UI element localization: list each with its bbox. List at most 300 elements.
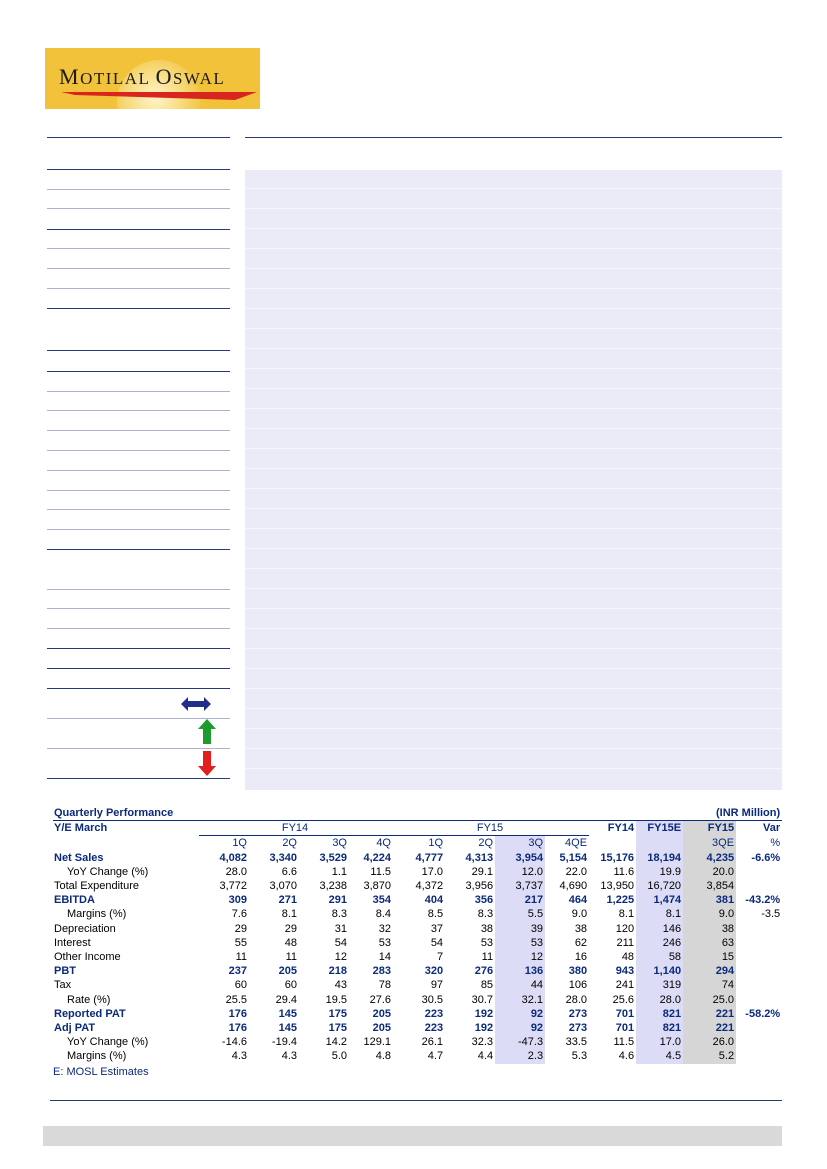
table-cell: 12 bbox=[334, 951, 347, 964]
table-cell: -3.5 bbox=[761, 908, 781, 921]
table-cell: 48 bbox=[621, 951, 635, 964]
table-cell: 4.4 bbox=[477, 1050, 494, 1063]
row-label: Net Sales bbox=[54, 851, 104, 864]
table-cell: 25.5 bbox=[225, 993, 247, 1006]
table-cell bbox=[736, 964, 782, 978]
table-cell: 273 bbox=[568, 1022, 588, 1035]
table-cell: -19.4 bbox=[271, 1036, 297, 1049]
table-cell: 28.0 bbox=[565, 993, 588, 1006]
table-cell: 223 bbox=[424, 1007, 444, 1020]
panel-divider bbox=[245, 648, 782, 649]
quarter-header: 4QE bbox=[565, 837, 588, 850]
panel-divider bbox=[245, 728, 782, 729]
table-cell: 32 bbox=[378, 922, 391, 935]
table-cell: 48 bbox=[284, 936, 297, 949]
row-label: Margins (%) bbox=[67, 908, 127, 921]
table-cell: 4,082 bbox=[219, 851, 247, 864]
table-cell: 29.1 bbox=[471, 865, 494, 878]
table-cell: 1,140 bbox=[636, 964, 683, 978]
table-cell: 28.0 bbox=[636, 993, 683, 1007]
table-cell: 3,238 bbox=[319, 880, 347, 893]
table-cell: 92 bbox=[495, 1007, 545, 1021]
table-cell: 7.6 bbox=[231, 908, 247, 921]
logo-wordmark: MOTILAL OSWAL bbox=[59, 64, 226, 89]
table-cell: 38 bbox=[480, 922, 494, 935]
sidebar-rule bbox=[47, 169, 230, 170]
table-cell: 4,224 bbox=[363, 851, 391, 864]
table-cell: 4,313 bbox=[465, 851, 494, 864]
fy14-annual-header: FY14 bbox=[589, 821, 636, 836]
table-cell: 246 bbox=[636, 936, 683, 950]
table-cell: 54 bbox=[430, 936, 444, 949]
table-cell: 3,954 bbox=[495, 851, 545, 865]
table-cell: 6.6 bbox=[281, 865, 297, 878]
row-label: Total Expenditure bbox=[54, 880, 139, 893]
table-cell: 19.5 bbox=[325, 993, 347, 1006]
panel-divider bbox=[245, 608, 782, 609]
table-cell: 11.5 bbox=[613, 1036, 635, 1049]
table-cell: 92 bbox=[495, 1021, 545, 1035]
table-cell: 53 bbox=[495, 936, 545, 950]
quarter-header: 3Q bbox=[332, 837, 347, 850]
table-cell: 4.6 bbox=[618, 1050, 635, 1063]
table-cell bbox=[736, 1021, 782, 1035]
row-label: Reported PAT bbox=[54, 1007, 126, 1020]
table-cell: 5.0 bbox=[331, 1050, 347, 1063]
quarter-header bbox=[636, 836, 683, 851]
panel-divider bbox=[245, 708, 782, 709]
row-label: EBITDA bbox=[54, 894, 95, 907]
table-cell: 192 bbox=[474, 1007, 494, 1020]
table-cell: 176 bbox=[228, 1022, 247, 1035]
table-cell: 29 bbox=[284, 922, 297, 935]
table-cell: 29 bbox=[234, 922, 247, 935]
table-cell bbox=[736, 865, 782, 879]
table-footnote: E: MOSL Estimates bbox=[53, 1066, 149, 1078]
table-cell: 2.3 bbox=[495, 1049, 545, 1063]
table-cell: 18,194 bbox=[636, 851, 683, 865]
table-cell: 271 bbox=[278, 894, 297, 907]
panel-divider bbox=[245, 208, 782, 209]
panel-divider bbox=[245, 568, 782, 569]
fy15-quarter-header: FY15 bbox=[683, 821, 736, 836]
table-cell bbox=[736, 879, 782, 893]
table-row bbox=[53, 851, 782, 865]
table-cell: 273 bbox=[568, 1007, 588, 1020]
table-cell: 63 bbox=[683, 936, 736, 950]
table-cell bbox=[736, 922, 782, 936]
sidebar-rule bbox=[47, 371, 230, 372]
panel-divider bbox=[245, 228, 782, 229]
table-cell: 53 bbox=[480, 936, 494, 949]
quarter-header: % bbox=[770, 837, 781, 850]
table-cell: 60 bbox=[284, 979, 297, 992]
table-cell: 4.3 bbox=[231, 1050, 247, 1063]
quarter-header: 1Q bbox=[232, 837, 247, 850]
table-cell: 146 bbox=[636, 922, 683, 936]
sidebar-rule bbox=[47, 778, 230, 779]
table-cell: 1,474 bbox=[636, 893, 683, 907]
fy15e-annual-header: FY15E bbox=[636, 821, 683, 836]
table-cell: 97 bbox=[430, 979, 444, 992]
table-cell: 7 bbox=[436, 951, 444, 964]
quarter-header bbox=[589, 836, 636, 851]
quarter-header: 4Q bbox=[376, 837, 391, 850]
row-label: Other Income bbox=[54, 951, 121, 964]
table-row bbox=[53, 865, 782, 879]
sidebar-rule bbox=[47, 628, 230, 629]
table-cell: 37 bbox=[430, 922, 444, 935]
panel-divider bbox=[245, 248, 782, 249]
table-cell: 4.5 bbox=[636, 1049, 683, 1063]
table-cell: 4.3 bbox=[281, 1050, 297, 1063]
table-cell: 120 bbox=[615, 922, 635, 935]
table-cell: 221 bbox=[683, 1007, 736, 1021]
table-row bbox=[53, 950, 782, 964]
sidebar-rule bbox=[47, 410, 230, 411]
panel-divider bbox=[245, 328, 782, 329]
table-cell: 27.6 bbox=[369, 993, 391, 1006]
table-row bbox=[53, 1049, 782, 1063]
sidebar-rule bbox=[47, 229, 230, 230]
panel-divider bbox=[245, 768, 782, 769]
table-cell: 5.3 bbox=[571, 1050, 588, 1063]
table-cell: 145 bbox=[278, 1022, 297, 1035]
table-title-row bbox=[53, 806, 782, 821]
panel-divider bbox=[245, 548, 782, 549]
table-cell: 294 bbox=[683, 964, 736, 978]
table-header-fy bbox=[53, 821, 782, 836]
table-cell: 55 bbox=[234, 936, 247, 949]
table-cell: 5.2 bbox=[683, 1049, 736, 1063]
table-cell: 354 bbox=[372, 894, 391, 907]
table-row bbox=[53, 1021, 782, 1035]
table-cell: 20.0 bbox=[683, 865, 736, 879]
sidebar-rule bbox=[47, 308, 230, 309]
table-cell: 16,720 bbox=[636, 879, 683, 893]
row-label: Tax bbox=[54, 979, 72, 992]
table-title: Quarterly Performance bbox=[54, 807, 174, 819]
sidebar-rule bbox=[47, 391, 230, 392]
table-row bbox=[53, 964, 782, 978]
footer-bar bbox=[43, 1126, 782, 1146]
table-cell: 3,737 bbox=[495, 879, 545, 893]
panel-divider bbox=[245, 688, 782, 689]
table-cell: -6.6% bbox=[751, 851, 781, 864]
table-cell: 8.5 bbox=[427, 908, 444, 921]
row-label: Margins (%) bbox=[67, 1050, 127, 1063]
table-cell: 943 bbox=[615, 965, 635, 978]
table-cell: 218 bbox=[328, 965, 347, 978]
table-cell: 8.4 bbox=[375, 908, 391, 921]
panel-divider bbox=[245, 508, 782, 509]
table-cell: 3,956 bbox=[465, 880, 494, 893]
table-cell: 74 bbox=[683, 978, 736, 992]
table-cell: 4.7 bbox=[427, 1050, 444, 1063]
sidebar-rule bbox=[47, 268, 230, 269]
double-arrow-icon bbox=[180, 695, 212, 713]
table-cell: 30.5 bbox=[421, 993, 444, 1006]
table-cell: 3,070 bbox=[269, 880, 297, 893]
table-cell: 85 bbox=[480, 979, 494, 992]
table-cell: 15,176 bbox=[600, 851, 635, 864]
table-cell: 821 bbox=[636, 1007, 683, 1021]
table-cell: 11.6 bbox=[613, 865, 635, 878]
row-label: PBT bbox=[54, 965, 76, 978]
top-rule bbox=[245, 137, 782, 138]
table-row bbox=[53, 993, 782, 1007]
table-cell: 205 bbox=[278, 965, 297, 978]
table-cell: 58 bbox=[636, 950, 683, 964]
table-cell: 4,235 bbox=[683, 851, 736, 865]
row-label: Adj PAT bbox=[54, 1022, 96, 1035]
table-cell: 19.9 bbox=[636, 865, 683, 879]
table-cell: 176 bbox=[228, 1007, 247, 1020]
table-cell: 309 bbox=[228, 894, 247, 907]
fy15-group-header: FY15 bbox=[393, 821, 589, 836]
fy14-group-header: FY14 bbox=[199, 821, 393, 836]
table-cell bbox=[736, 936, 782, 950]
table-cell: 26.1 bbox=[421, 1036, 444, 1049]
table-cell: 205 bbox=[372, 1007, 391, 1020]
table-cell: 291 bbox=[328, 894, 347, 907]
table-body bbox=[53, 851, 782, 1064]
table-cell: 4.8 bbox=[375, 1050, 391, 1063]
table-cell: 223 bbox=[424, 1022, 444, 1035]
sidebar-rule bbox=[47, 350, 230, 351]
sidebar-rule bbox=[47, 430, 230, 431]
table-cell: 5.5 bbox=[495, 907, 545, 921]
ye-march-label: Y/E March bbox=[53, 821, 199, 836]
panel-divider bbox=[245, 528, 782, 529]
table-cell: 381 bbox=[683, 893, 736, 907]
table-cell: 32.3 bbox=[471, 1036, 494, 1049]
sidebar-rule bbox=[47, 509, 230, 510]
table-cell: 221 bbox=[683, 1021, 736, 1035]
table-cell: 32.1 bbox=[495, 993, 545, 1007]
table-cell: 8.1 bbox=[281, 908, 297, 921]
table-cell: 43 bbox=[334, 979, 347, 992]
table-cell: 320 bbox=[424, 965, 444, 978]
table-cell: 701 bbox=[615, 1022, 635, 1035]
table-cell: 8.3 bbox=[477, 908, 494, 921]
table-cell: 54 bbox=[334, 936, 347, 949]
panel-divider bbox=[245, 188, 782, 189]
table-cell: 17.0 bbox=[636, 1035, 683, 1049]
table-cell bbox=[736, 1049, 782, 1063]
table-header-quarters bbox=[53, 836, 782, 851]
table-cell: 5,154 bbox=[559, 851, 588, 864]
table-cell: 4,372 bbox=[415, 880, 444, 893]
quarter-header: 2Q bbox=[282, 837, 297, 850]
panel-divider bbox=[245, 368, 782, 369]
panel-divider bbox=[245, 628, 782, 629]
sidebar-rule bbox=[47, 288, 230, 289]
row-label: Depreciation bbox=[54, 922, 116, 935]
sidebar-rule bbox=[47, 688, 230, 689]
panel-divider bbox=[245, 448, 782, 449]
table-row bbox=[53, 922, 782, 936]
table-cell: 13,950 bbox=[600, 880, 635, 893]
quarter-header: 1Q bbox=[428, 837, 444, 850]
table-unit: (INR Million) bbox=[716, 807, 781, 819]
table-cell: 404 bbox=[424, 894, 444, 907]
panel-divider bbox=[245, 388, 782, 389]
table-cell: 319 bbox=[636, 978, 683, 992]
sidebar-rule bbox=[47, 208, 230, 209]
table-cell: 211 bbox=[616, 936, 635, 949]
sidebar-rule bbox=[47, 248, 230, 249]
table-cell: 205 bbox=[372, 1022, 391, 1035]
table-cell: 701 bbox=[615, 1007, 635, 1020]
table-cell: 175 bbox=[328, 1007, 347, 1020]
sidebar-rule bbox=[47, 549, 230, 550]
table-cell: 44 bbox=[495, 978, 545, 992]
row-label: YoY Change (%) bbox=[67, 1036, 149, 1049]
table-cell: 12 bbox=[495, 950, 545, 964]
table-row bbox=[53, 879, 782, 893]
table-cell: 106 bbox=[568, 979, 588, 992]
table-cell: 25.0 bbox=[683, 993, 736, 1007]
table-cell: 3,340 bbox=[269, 851, 297, 864]
table-cell bbox=[736, 993, 782, 1007]
table-cell: 8.3 bbox=[331, 908, 347, 921]
table-cell bbox=[736, 950, 782, 964]
row-label: Rate (%) bbox=[67, 993, 111, 1006]
panel-divider bbox=[245, 748, 782, 749]
sidebar-rule bbox=[47, 529, 230, 530]
table-cell: 4,777 bbox=[415, 851, 444, 864]
sidebar-rule bbox=[47, 137, 230, 138]
table-cell: 1.1 bbox=[331, 865, 347, 878]
up-arrow-icon bbox=[197, 718, 217, 745]
table-cell: 276 bbox=[474, 965, 494, 978]
quarterly-performance-table bbox=[53, 806, 782, 1064]
table-cell: 356 bbox=[474, 894, 494, 907]
sidebar-rule bbox=[47, 450, 230, 451]
table-cell: 38 bbox=[683, 922, 736, 936]
table-cell: 8.1 bbox=[618, 908, 635, 921]
table-cell: 33.5 bbox=[565, 1036, 588, 1049]
panel-divider bbox=[245, 588, 782, 589]
table-cell: -43.2% bbox=[745, 894, 781, 907]
content-panel bbox=[245, 170, 782, 790]
table-row bbox=[53, 978, 782, 992]
table-cell: 62 bbox=[574, 936, 588, 949]
row-label: YoY Change (%) bbox=[67, 865, 149, 878]
table-cell: 31 bbox=[334, 922, 347, 935]
table-cell: 136 bbox=[495, 964, 545, 978]
sidebar-rule bbox=[47, 668, 230, 669]
table-cell: 464 bbox=[568, 894, 588, 907]
panel-divider bbox=[245, 348, 782, 349]
quarter-header: 3Q bbox=[495, 836, 545, 851]
table-cell: 53 bbox=[378, 936, 391, 949]
table-cell: 8.1 bbox=[636, 907, 683, 921]
table-cell: 241 bbox=[615, 979, 635, 992]
panel-divider bbox=[245, 288, 782, 289]
table-cell: 39 bbox=[495, 922, 545, 936]
quarter-header: 2Q bbox=[478, 837, 494, 850]
sidebar-rule bbox=[47, 648, 230, 649]
panel-divider bbox=[245, 468, 782, 469]
table-cell: 3,529 bbox=[319, 851, 347, 864]
sidebar-rule bbox=[47, 608, 230, 609]
table-cell: 821 bbox=[636, 1021, 683, 1035]
table-cell: 78 bbox=[378, 979, 391, 992]
down-arrow-icon bbox=[197, 750, 217, 777]
table-row bbox=[53, 893, 782, 907]
table-cell: 28.0 bbox=[225, 865, 247, 878]
table-cell: 9.0 bbox=[683, 907, 736, 921]
table-cell: 175 bbox=[328, 1022, 347, 1035]
table-row bbox=[53, 936, 782, 950]
table-cell: 11 bbox=[285, 951, 297, 964]
panel-divider bbox=[245, 308, 782, 309]
row-label: Interest bbox=[54, 936, 91, 949]
table-cell: 237 bbox=[228, 965, 247, 978]
table-cell: -58.2% bbox=[745, 1007, 781, 1020]
table-cell: -47.3 bbox=[495, 1035, 545, 1049]
table-cell: 38 bbox=[574, 922, 588, 935]
table-cell: 145 bbox=[278, 1007, 297, 1020]
panel-divider bbox=[245, 408, 782, 409]
table-cell: 16 bbox=[574, 951, 588, 964]
table-cell: 192 bbox=[474, 1022, 494, 1035]
sidebar-rule bbox=[47, 748, 230, 749]
table-cell: 11.5 bbox=[370, 865, 391, 878]
table-row bbox=[53, 1007, 782, 1021]
table-cell: 11 bbox=[235, 951, 247, 964]
sidebar-rule bbox=[47, 470, 230, 471]
var-header: Var bbox=[736, 821, 782, 836]
table-cell bbox=[736, 1035, 782, 1049]
bottom-rule bbox=[50, 1100, 782, 1101]
table-row bbox=[53, 1035, 782, 1049]
table-cell: 217 bbox=[495, 893, 545, 907]
table-cell: 25.6 bbox=[612, 993, 635, 1006]
table-cell: 3,772 bbox=[219, 880, 247, 893]
table-cell: 3,854 bbox=[683, 879, 736, 893]
table-cell: 60 bbox=[234, 979, 247, 992]
table-cell: 29.4 bbox=[275, 993, 297, 1006]
panel-divider bbox=[245, 428, 782, 429]
table-cell: 26.0 bbox=[683, 1035, 736, 1049]
sidebar-rule bbox=[47, 189, 230, 190]
table-cell: 17.0 bbox=[421, 865, 444, 878]
table-cell: 380 bbox=[568, 965, 588, 978]
table-cell: 3,870 bbox=[363, 880, 391, 893]
table-cell: 11 bbox=[481, 951, 494, 964]
panel-divider bbox=[245, 268, 782, 269]
table-cell: 14 bbox=[378, 951, 391, 964]
sidebar-rule bbox=[47, 589, 230, 590]
motilal-oswal-logo bbox=[45, 48, 260, 109]
table-cell: -14.6 bbox=[221, 1036, 247, 1049]
table-cell: 129.1 bbox=[363, 1036, 391, 1049]
quarter-header: 3QE bbox=[683, 836, 736, 851]
panel-divider bbox=[245, 488, 782, 489]
sidebar-rule bbox=[47, 490, 230, 491]
panel-divider bbox=[245, 668, 782, 669]
table-cell: 30.7 bbox=[471, 993, 494, 1006]
table-cell: 9.0 bbox=[571, 908, 588, 921]
table-cell: 22.0 bbox=[565, 865, 588, 878]
table-cell: 4,690 bbox=[559, 880, 588, 893]
table-cell: 12.0 bbox=[495, 865, 545, 879]
table-cell: 1,225 bbox=[606, 894, 635, 907]
table-row bbox=[53, 907, 782, 921]
